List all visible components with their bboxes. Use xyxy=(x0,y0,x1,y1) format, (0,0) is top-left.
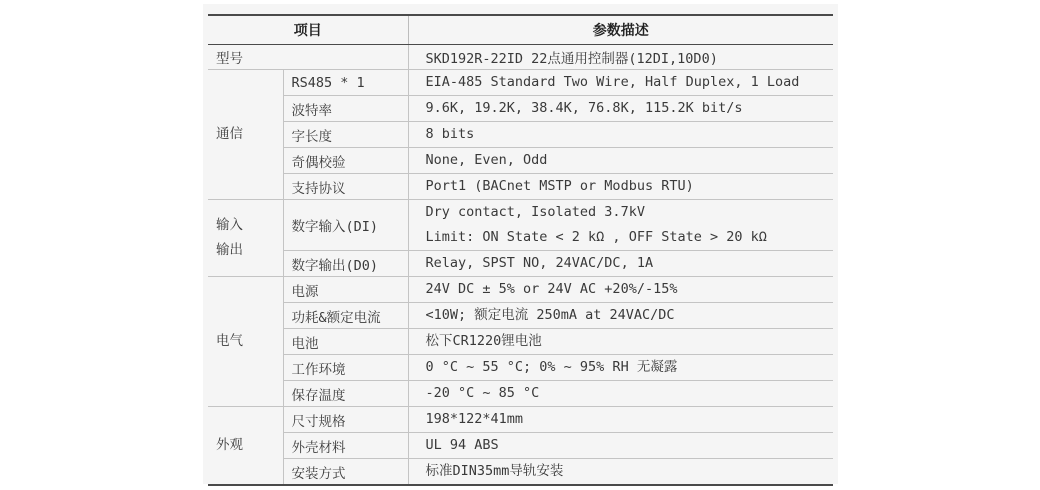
category-cell xyxy=(208,200,283,277)
item-label: 电池 xyxy=(283,329,408,355)
category-label: 输出 xyxy=(216,242,243,258)
header-item: 项目 xyxy=(208,15,408,45)
value-line: 标准DIN35mm导轨安装 xyxy=(425,463,564,479)
value-line: UL 94 ABS xyxy=(425,437,499,453)
table-row xyxy=(208,433,833,459)
value-line: Relay, SPST NO, 24VAC/DC, 1A xyxy=(425,255,654,271)
item-label: 奇偶校验 xyxy=(283,148,408,174)
model-value: SKD192R-22ID 22点通用控制器(12DI,10D0) xyxy=(408,45,833,70)
table-row xyxy=(208,407,833,433)
table-row xyxy=(208,329,833,355)
table-row xyxy=(208,381,833,407)
item-value xyxy=(408,70,833,96)
value-line: 松下CR1220锂电池 xyxy=(425,333,542,349)
item-value xyxy=(408,433,833,459)
item-label: 工作环境 xyxy=(283,355,408,381)
item-label: 保存温度 xyxy=(283,381,408,407)
table-row xyxy=(208,148,833,174)
table-row xyxy=(208,303,833,329)
item-label: 数字输入(DI) xyxy=(283,200,408,251)
item-label: 外壳材料 xyxy=(283,433,408,459)
category-cell xyxy=(208,70,283,200)
value-line: Port1 (BACnet MSTP or Modbus RTU) xyxy=(425,178,694,194)
value-line: EIA-485 Standard Two Wire, Half Duplex, 1 Load xyxy=(425,74,800,90)
item-value xyxy=(408,303,833,329)
value-line: Dry contact, Isolated 3.7kV xyxy=(425,204,645,220)
item-label: 数字输出(D0) xyxy=(283,251,408,277)
header-description: 参数描述 xyxy=(408,15,833,45)
category-label: 输入 xyxy=(216,217,243,233)
item-label: 波特率 xyxy=(283,96,408,122)
category-label: 通信 xyxy=(216,126,243,142)
category-label: 电气 xyxy=(216,333,243,349)
item-value xyxy=(408,96,833,122)
item-label: 安装方式 xyxy=(283,459,408,486)
item-label: 字长度 xyxy=(283,122,408,148)
item-value xyxy=(408,459,833,486)
value-line: None, Even, Odd xyxy=(425,152,548,168)
item-value xyxy=(408,122,833,148)
spec-sheet xyxy=(203,4,838,484)
value-line: Limit: ON State < 2 kΩ , OFF State > 20 kΩ xyxy=(425,229,767,245)
value-line: 24V DC ± 5% or 24V AC +20%/-15% xyxy=(425,281,678,297)
value-line: 198*122*41mm xyxy=(425,411,524,427)
table-row xyxy=(208,251,833,277)
item-label: 电源 xyxy=(283,277,408,303)
model-label: 型号 xyxy=(208,45,408,70)
table-row xyxy=(208,96,833,122)
item-value xyxy=(408,174,833,200)
table-row xyxy=(208,70,833,96)
item-value xyxy=(408,277,833,303)
value-line: <10W; 额定电流 250mA at 24VAC/DC xyxy=(425,307,675,323)
item-value xyxy=(408,200,833,251)
item-value xyxy=(408,381,833,407)
value-line: 0 °C ~ 55 °C; 0% ~ 95% RH 无凝露 xyxy=(425,359,678,375)
table-row xyxy=(208,459,833,486)
category-cell xyxy=(208,407,283,486)
category-cell xyxy=(208,277,283,407)
item-value xyxy=(408,251,833,277)
item-value xyxy=(408,355,833,381)
value-line: -20 °C ~ 85 °C xyxy=(425,385,540,401)
item-value xyxy=(408,148,833,174)
item-label: 功耗&额定电流 xyxy=(283,303,408,329)
item-label: 尺寸规格 xyxy=(283,407,408,433)
table-row xyxy=(208,277,833,303)
item-label: RS485 * 1 xyxy=(283,70,408,96)
category-label: 外观 xyxy=(216,437,243,453)
table-header xyxy=(208,15,833,45)
model-row xyxy=(208,45,833,70)
value-line: 8 bits xyxy=(425,126,475,142)
table-row xyxy=(208,355,833,381)
table-row xyxy=(208,122,833,148)
table-row xyxy=(208,200,833,251)
spec-table xyxy=(208,14,833,486)
value-line: 9.6K, 19.2K, 38.4K, 76.8K, 115.2K bit/s xyxy=(425,100,743,116)
item-value xyxy=(408,407,833,433)
item-label: 支持协议 xyxy=(283,174,408,200)
table-row xyxy=(208,174,833,200)
item-value xyxy=(408,329,833,355)
